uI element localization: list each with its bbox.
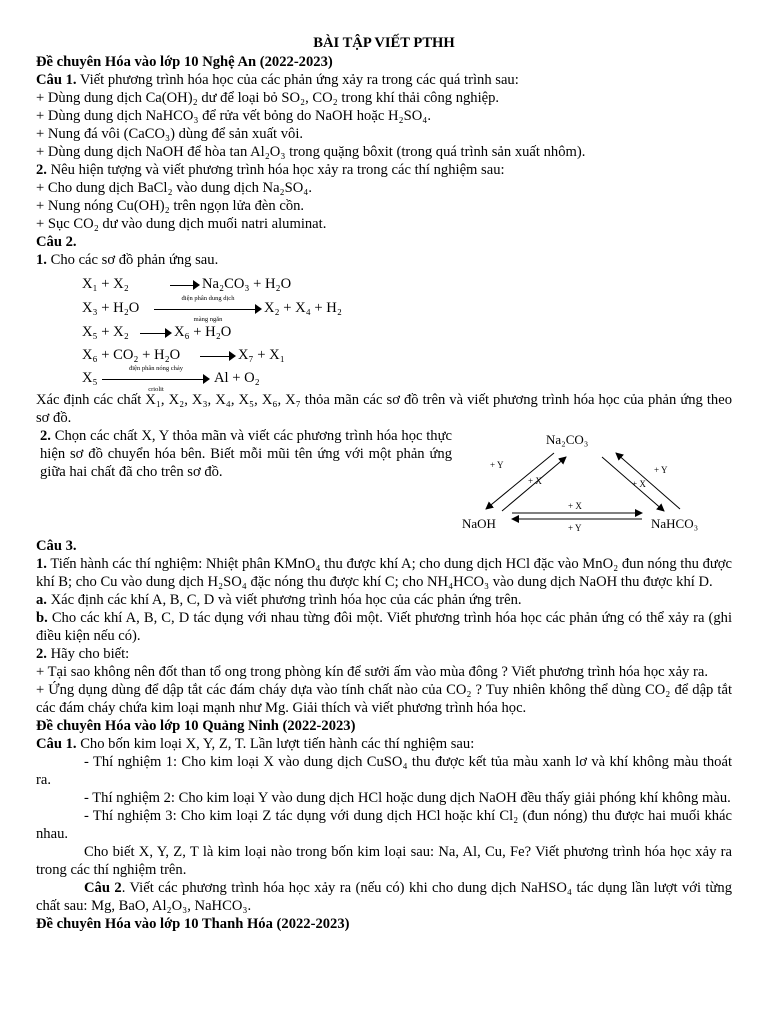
question-line <box>36 645 732 663</box>
reaction-condition: criolit <box>148 385 164 393</box>
question-line <box>36 609 732 645</box>
question-label: Câu 2. <box>36 234 77 250</box>
page-title: BÀI TẬP VIẾT PTHH <box>313 35 455 51</box>
node-right: NaHCO₃ <box>651 516 699 531</box>
reaction-equation <box>82 275 291 293</box>
reaction-right: Al + O₂ <box>214 370 260 386</box>
reaction-left: X₁ + X₂ <box>82 276 129 292</box>
question-text: Cho bốn kim loại X, Y, Z, T. Lần lượt tiến hành các thí nghiệm sau: <box>76 736 475 752</box>
list-item: - Thí nghiệm 2: Cho kim loại Y vào dung dịch HCl hoặc dung dịch NaOH đều thấy giải phóng khí không màu. <box>84 790 731 806</box>
reaction-condition: điện phân dung dịch <box>181 294 235 302</box>
arrow-right-to-top <box>616 453 680 509</box>
reaction-left: X₅ + X₂ <box>82 324 129 340</box>
reaction-right: Na₂CO₃ + H₂O <box>202 276 292 292</box>
question-text: Chọn các chất X, Y thỏa mãn và viết các phương trình hóa học thực hiện sơ đồ chuyển hóa bên. Biết mỗi mũi tên ứng với một phản ứng giữa hai chất đã cho trên sơ đồ. <box>40 428 452 480</box>
reaction-right: X₆ + H₂O <box>174 324 232 340</box>
list-item: + Sục CO₂ dư vào dung dịch muối natri aluminat. <box>36 216 327 232</box>
question-text: Nêu hiện tượng và viết phương trình hóa học xảy ra trong các thí nghiệm sau: <box>46 162 505 178</box>
reaction-arrow <box>200 351 236 361</box>
reagent-label: + Y <box>490 460 504 470</box>
reaction-equation <box>82 364 260 393</box>
question-text: . Viết các phương trình hóa học xảy ra (nếu có) khi cho dung dịch NaHSO₄ tác dụng lần lượt với từng chất sau: Mg, BaO, Al₂O₃, NaHCO₃. <box>36 880 732 914</box>
question-text: Cho các sơ đồ phản ứng sau. <box>46 252 219 268</box>
list-item: - Thí nghiệm 3: Cho kim loại Z tác dụng với dung dịch HCl hoặc khí Cl₂ (đun nóng) thu được hai muối khác nhau. <box>36 808 732 842</box>
question-label: a. <box>36 592 47 608</box>
question-line <box>36 555 732 591</box>
list-item: + Cho dung dịch BaCl₂ vào dung dịch Na₂SO₄. <box>36 180 313 196</box>
question-text: Xác định các khí A, B, C, D và viết phương trình hóa học của các phản ứng trên. <box>46 592 522 608</box>
list-item: + Nung nóng Cu(OH)₂ trên ngọn lửa đèn cồn. <box>36 198 305 214</box>
question-text: Hãy cho biết: <box>46 646 130 662</box>
reaction-arrow <box>154 294 262 323</box>
section-heading: Đề chuyên Hóa vào lớp 10 Nghệ An (2022-2023) <box>36 54 333 70</box>
reaction-arrow <box>140 328 172 338</box>
question-line <box>36 879 732 915</box>
node-top: Na₂CO₃ <box>546 432 589 447</box>
question-line <box>36 251 732 269</box>
list-item: + Ứng dụng dùng để dập tắt các đám cháy dựa vào tính chất nào của CO₂ ? Tuy nhiên không thể dùng CO₂ để dập tắt các đám cháy chứa kim loại mạnh như Mg. Giải thích và viết phương trình hóa học. <box>36 682 732 716</box>
reaction-right: X₇ + X₁ <box>238 347 285 363</box>
conversion-diagram <box>456 427 726 539</box>
reaction-right: X₂ + X₄ + H₂ <box>264 300 342 316</box>
question-line <box>40 427 452 481</box>
reaction-scheme <box>82 269 732 393</box>
reaction-condition: điện phân nóng chảy <box>129 364 183 372</box>
list-item: + Nung đá vôi (CaCO₃) dùng để sản xuất vôi. <box>36 126 304 142</box>
list-item: + Dùng dung dịch NaHCO₃ để rửa vết bỏng do NaOH hoặc H₂SO₄. <box>36 108 431 124</box>
list-item: + Tại sao không nên đốt than tổ ong trong phòng kín để sưởi ấm vào mùa đông ? Viết phương trình hóa học xảy ra. <box>36 664 708 680</box>
question-label: 1. <box>36 556 47 572</box>
reaction-arrow <box>102 364 210 393</box>
paragraph: Xác định các chất X₁, X₂, X₃, X₄, X₅, X₆, X₇ thỏa mãn các sơ đồ trên và viết phương trình hóa học của phản ứng theo sơ đồ. <box>36 392 732 426</box>
reaction-condition: màng ngăn <box>193 315 223 323</box>
question-label: 2. <box>36 646 47 662</box>
reaction-equation <box>82 346 285 364</box>
reagent-label: + X <box>528 476 542 486</box>
node-left: NaOH <box>462 516 496 531</box>
question-line <box>36 71 732 89</box>
reagent-label: + Y <box>568 523 582 533</box>
reaction-left: X₅ <box>82 370 98 386</box>
list-item: + Dùng dung dịch Ca(OH)₂ dư để loại bỏ SO₂, CO₂ trong khí thải công nghiệp. <box>36 90 500 106</box>
list-item: + Dùng dung dịch NaOH để hòa tan Al₂O₃ trong quặng bôxit (trong quá trình sản xuất nhôm). <box>36 144 586 160</box>
list-item: Cho biết X, Y, Z, T là kim loại nào trong bốn kim loại sau: Na, Al, Cu, Fe? Viết phương trình hóa học xảy ra trong các thí nghiệm trên. <box>36 844 732 878</box>
document-page <box>36 34 732 933</box>
question-label: Câu 1. <box>36 72 77 88</box>
question-line <box>36 161 732 179</box>
reaction-equation <box>82 294 342 323</box>
list-item: - Thí nghiệm 1: Cho kim loại X vào dung dịch CuSO₄ thu được kết tủa màu xanh lơ và khí không màu thoát ra. <box>36 754 732 788</box>
question-label: 2. <box>36 162 47 178</box>
question-label: Câu 1. <box>36 736 77 752</box>
question-text: Viết phương trình hóa học của các phản ứng xảy ra trong các quá trình sau: <box>76 72 519 88</box>
section-heading: Đề chuyên Hóa vào lớp 10 Thanh Hóa (2022-2023) <box>36 916 350 932</box>
question-label: Câu 3. <box>36 538 77 554</box>
question-text: Tiến hành các thí nghiệm: Nhiệt phân KMnO₄ thu được khí A; cho dung dịch HCl đặc vào MnO₂ đun nóng thu được khí B; cho Cu vào dung dịch H₂SO₄ đặc nóng thu được khí C; cho NH₄HCO₃ vào dung dịch NaOH thu được khí D. <box>36 556 732 590</box>
reaction-left: X₃ + H₂O <box>82 300 140 316</box>
question-label: Câu 2 <box>84 880 122 896</box>
question-with-diagram <box>36 427 732 537</box>
question-label: b. <box>36 610 48 626</box>
reaction-left: X₆ + CO₂ + H₂O <box>82 347 181 363</box>
question-label: 2. <box>40 428 51 444</box>
question-line <box>36 735 732 753</box>
reagent-label: + X <box>568 501 582 511</box>
question-line <box>36 591 732 609</box>
reagent-label: + X <box>632 479 646 489</box>
reaction-equation <box>82 323 231 341</box>
reaction-arrow <box>170 280 200 290</box>
question-label: 1. <box>36 252 47 268</box>
section-heading: Đề chuyên Hóa vào lớp 10 Quảng Ninh (2022-2023) <box>36 718 356 734</box>
reagent-label: + Y <box>654 465 668 475</box>
question-text: Cho các khí A, B, C, D tác dụng với nhau từng đôi một. Viết phương trình hóa học các phản ứng có thể xảy ra (ghi điều kiện nếu có). <box>36 610 732 644</box>
